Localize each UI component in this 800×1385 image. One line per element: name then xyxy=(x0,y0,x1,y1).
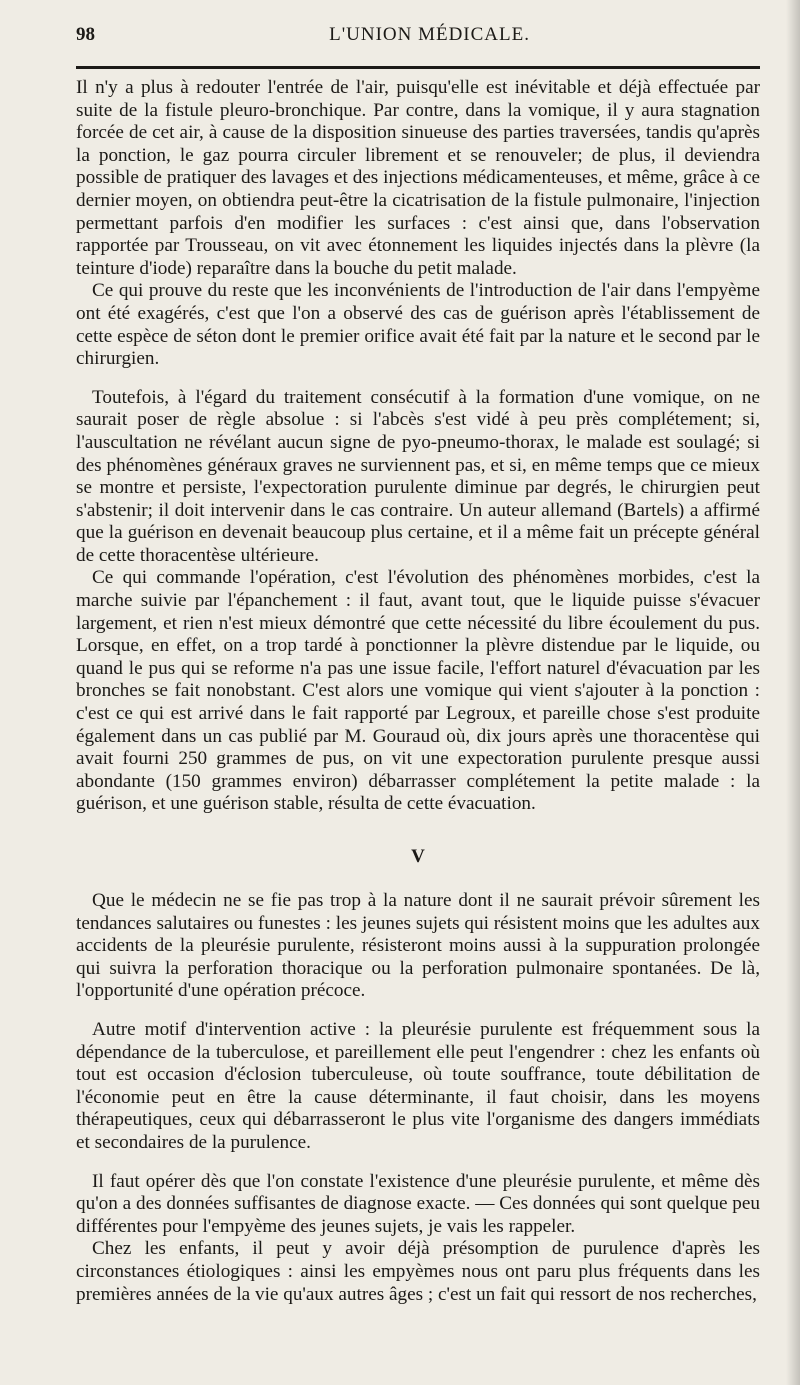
header-rule xyxy=(76,66,760,69)
running-title: L'UNION MÉDICALE. xyxy=(329,24,530,45)
paragraph: Autre motif d'intervention active : la pleurésie purulente est fréquemment sous la dépendance de la tuberculose, et pareillement elle peut l'engendrer : chez les enfants où tout est occasion d'éclosion tuberculeuse, où toute souffrance, toute débilitation de l'économie peut en être la cause déterminante, il faut choisir, dans les moyens thérapeutiques, ceux qui débarrasseront le plus vite l'organisme des dangers immédiats et secondaires de la purulence. xyxy=(76,1018,760,1153)
page-header xyxy=(76,24,760,54)
paragraph: Chez les enfants, il peut y avoir déjà présomption de purulence d'après les circonstances étiologiques : ainsi les empyèmes nous ont paru plus fréquents dans les premières années de la vie qu'aux autres âges ; c'est un fait qui ressort de nos recherches, xyxy=(76,1238,760,1305)
page-number: 98 xyxy=(76,24,95,45)
paragraph: Ce qui commande l'opération, c'est l'évolution des phénomènes morbides, c'est la marche suivie par l'épanchement : il faut, avant tout, que le liquide puisse s'évacuer largement, et rien n'est mieux démontré que cette nécessité du libre écoulement du pus. Lorsque, en effet, on a trop tardé à ponctionner la plèvre distendue par le liquide, ou quand le pus qui se reforme n'a pas une issue facile, l'effort naturel d'évacuation par les bronches se fait nonobstant. C'est alors une vomique qui vient s'ajouter à la ponction : c'est ce qui est arrivé dans le fait rapporté par Legroux, et pareille chose s'est produite également dans un cas publié par M. Gouraud où, dix jours après une thoracentèse qui avait fourni 250 grammes de pus, on vit une expectoration purulente presque aussi abondante (150 grammes environ) débarrasser complétement la petite malade : la guérison, et une guérison stable, résulta de cette évacuation. xyxy=(76,567,760,815)
page-edge-shadow xyxy=(786,0,800,1385)
paragraph: Que le médecin ne se fie pas trop à la nature dont il ne saurait prévoir sûrement les tendances salutaires ou funestes : les jeunes sujets qui résistent moins que les adultes aux accidents de la pleurésie purulente, résisteront moins aussi à la suppuration prolongée qui suivra la perforation thoracique ou la perforation pulmonaire spontanées. De là, l'opportunité d'une opération précoce. xyxy=(76,890,760,1002)
paragraph: Il n'y a plus à redouter l'entrée de l'air, puisqu'elle est inévitable et déjà effectuée par suite de la fistule pleuro-bronchique. Par contre, dans la vomique, il y aura stagnation forcée de cet air, à cause de la disposition sinueuse des parties traversées, tandis qu'après la ponction, le gaz pourra circuler librement et se renouveler; de plus, il deviendra possible de pratiquer des lavages et des injections médicamenteuses, et même, grâce à ce dernier moyen, on obtiendra peut-être la cicatrisation de la fistule pulmonaire, l'injection permettant parfois d'en modifier les surfaces : c'est ainsi que, dans l'observation rapportée par Trousseau, on vit avec étonnement les liquides injectés dans la plèvre (la teinture d'iode) reparaître dans la bouche du petit malade. xyxy=(76,77,760,279)
section-heading: V xyxy=(411,846,425,867)
paragraph: Toutefois, à l'égard du traitement consécutif à la formation d'une vomique, on ne saurait poser de règle absolue : si l'abcès s'est vidé à peu près complétement; si, l'auscultation ne révélant aucun signe de pyo-pneumo-thorax, le malade est soulagé; si des phénomènes généraux graves ne surviennent pas, et si, en même temps que ce mieux se montre et persiste, l'expectoration purulente diminue par degrés, le chirurgien peut s'abstenir; il doit intervenir dans le cas contraire. Un auteur allemand (Bartels) a affirmé que la guérison en devenait beaucoup plus certaine, et il a même fait un précepte général de cette thoracentèse ultérieure. xyxy=(76,386,760,566)
paragraph: Ce qui prouve du reste que les inconvénients de l'introduction de l'air dans l'empyème ont été exagérés, c'est que l'on a observé des cas de guérison après l'établissement de cette espèce de séton dont le premier orifice avait été fait par la nature et le second par le chirurgien. xyxy=(76,280,760,370)
body-text xyxy=(76,77,760,1306)
paragraph: Il faut opérer dès que l'on constate l'existence d'une pleurésie purulente, et même dès qu'on a des données suffisantes de diagnose exacte. — Ces données qui sont quelque peu différentes pour l'empyème des jeunes sujets, je vais les rappeler. xyxy=(76,1170,760,1237)
